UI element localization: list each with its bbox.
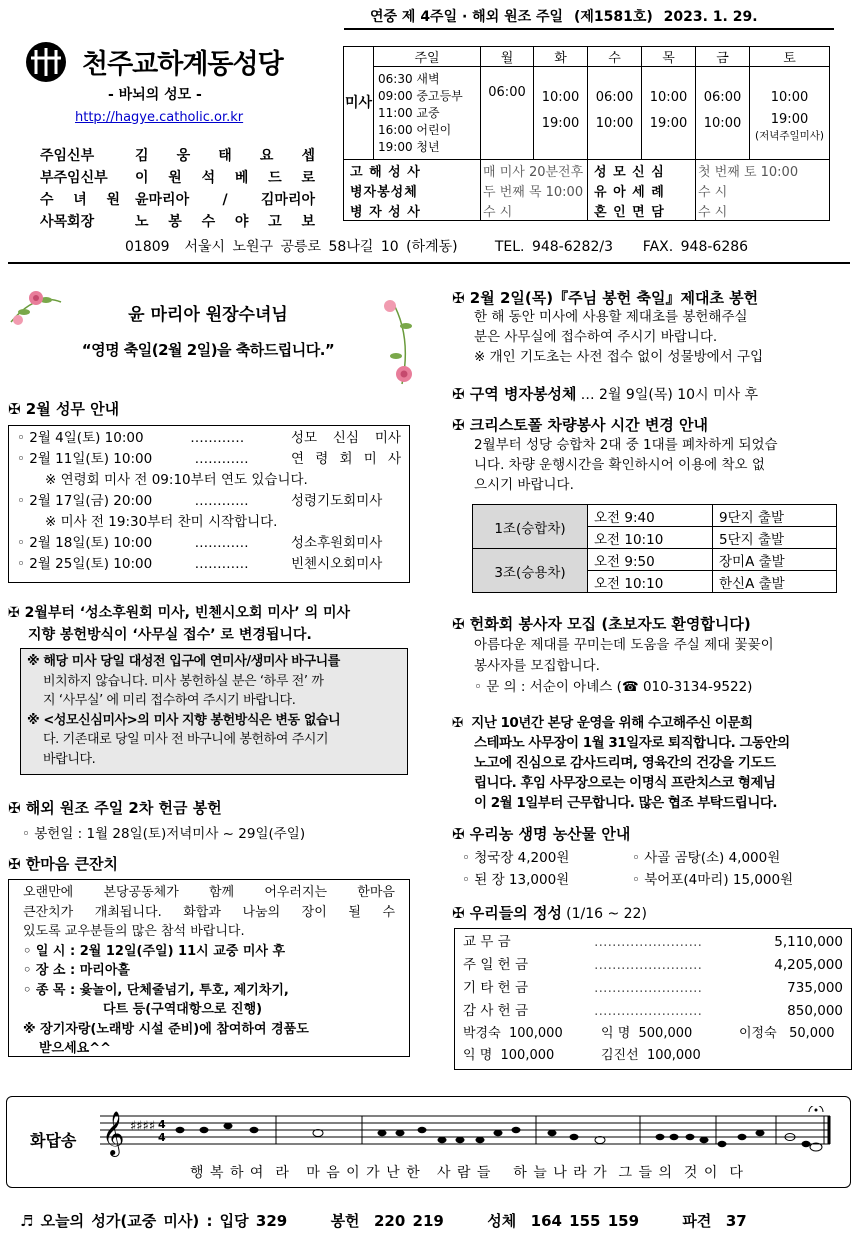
bus-line: 니다. 차량 운행시간을 확인하시어 이용에 착오 없	[474, 457, 765, 473]
donor-name: 익 명	[463, 1048, 493, 1063]
flower-line: 봉사자를 모집합니다.	[474, 658, 600, 674]
staff-role: 부주임신부	[40, 170, 108, 186]
sick-title: ✠ 구역 병자봉성체	[452, 385, 576, 403]
svg-text:♯♯♯♯: ♯♯♯♯	[130, 1119, 156, 1134]
staff-name: 노 봉 수 야 고 보	[135, 214, 315, 230]
retire-line: 노고에 진심으로 감사드리며, 영육간의 건강을 기도드	[474, 755, 776, 771]
schedule-row	[17, 554, 401, 575]
flower-line: ◦ 문 의 : 서순이 아녜스 (☎ 010-3134-9522)	[474, 679, 753, 695]
sunday-mass: 06:30 새벽	[378, 71, 440, 86]
donor-amount: 100,000	[646, 1048, 701, 1063]
candle-title: ✠ 2월 2일(목)『주님 봉헌 축일』제대초 봉헌	[452, 287, 758, 308]
staff-row	[40, 167, 315, 189]
schedule-event: 성모 신심 미사	[290, 430, 401, 446]
svg-text:𝄞: 𝄞	[102, 1111, 125, 1155]
offering-label: 주 일 헌 금	[463, 957, 529, 973]
staff-role: 사목회장	[40, 214, 95, 230]
offering-header	[452, 902, 647, 923]
staff-role: 수 녀 원	[40, 192, 120, 208]
bus-time: 오전 10:10	[588, 527, 713, 549]
donor	[463, 1023, 601, 1045]
bus-depart: 한신A 출발	[713, 571, 837, 593]
bus-car: 1조(승합차)	[473, 505, 588, 549]
candle-line: 한 해 동안 미사에 사용할 제대초를 봉헌해주실	[474, 309, 748, 325]
bus-schedule-table	[472, 504, 837, 593]
schedule-note: ※ 미사 전 19:30부터 찬미 시작합니다.	[45, 514, 278, 530]
sacrament-name: 혼 인 면 담	[588, 200, 696, 220]
bus-time: 오전 10:10	[588, 571, 713, 593]
schedule-event: 성령기도회미사	[290, 493, 383, 509]
zip-code: 01809	[125, 239, 170, 255]
offering-dots: ……………………	[594, 934, 702, 950]
phone: TEL. 948-6282/3	[494, 239, 613, 255]
farm-row	[462, 869, 852, 891]
donor-name: 김진선	[601, 1048, 639, 1063]
notice-line: 바랍니다.	[43, 751, 96, 767]
sacrament-time: 수 시	[481, 200, 588, 220]
staff-name: 이 원 석 베 드 로	[135, 170, 315, 186]
issue-season: 연중 제 4주일 · 해외 원조 주일	[370, 9, 564, 25]
donor-amount: 100,000	[500, 1048, 555, 1063]
retire-notice	[452, 713, 790, 813]
retire-line: ✠ 지난 10년간 본당 운영을 위해 수고해주신 이문희	[452, 715, 753, 731]
notice-line: 다. 기존대로 당일 미사 전 바구니에 봉헌하여 주시기	[43, 732, 329, 747]
retire-line: 스테파노 사무장이 1월 31일자로 퇴직합니다. 그동안의	[474, 735, 790, 751]
sacrament-time: 수 시	[696, 200, 830, 220]
farm-item: ◦ 북어포(4마리) 15,000원	[632, 872, 794, 888]
header-divider	[8, 262, 850, 264]
schedule-date: ◦ 2월 17일(금) 20:00	[17, 493, 153, 509]
church-logo-icon	[24, 40, 68, 84]
farm-item: ◦ 사골 곰탕(소) 4,000원	[632, 850, 781, 866]
notice-line: ※ <성모신심미사>의 미사 지향 봉헌방식은 변동 없습니	[27, 712, 341, 728]
offering-amount: 4,205,000	[774, 957, 843, 973]
offering-row	[463, 1000, 843, 1023]
staff-row	[40, 211, 315, 233]
feast-title: 윤 마리아 원장수녀님	[128, 305, 288, 325]
church-url-link[interactable]: http://hagye.catholic.or.kr	[75, 110, 244, 125]
bus-depart: 9단지 출발	[713, 505, 837, 527]
sacrament-name: 성 모 신 심	[588, 160, 696, 180]
staff-list	[40, 145, 315, 233]
schedule-date: ◦ 2월 18일(토) 10:00	[17, 535, 153, 551]
flower-title: ✠ 헌화회 봉사자 모집 (초보자도 환영합니다)	[452, 613, 751, 634]
sunday-mass: 16:00 어린이	[378, 122, 452, 137]
hymn-recessional-label: 파견	[682, 1212, 712, 1230]
fax: FAX. 948-6286	[642, 239, 749, 255]
farm-title: ✠ 우리농 생명 농산물 안내	[452, 823, 630, 844]
change-title-line: ✠ 2월부터 ‘성소후원회 미사, 빈첸시오회 미사’ 의 미사	[8, 605, 351, 621]
schedule-dots: …………	[190, 430, 245, 446]
schedule-event: 연 령 회 미 사	[290, 451, 401, 467]
hymn-communion-label: 성체	[487, 1212, 517, 1230]
sacrament-time: 매 미사 20분전후	[481, 160, 588, 180]
offering-amount: 735,000	[787, 980, 843, 996]
bus-line: 으시기 바랍니다.	[474, 477, 574, 493]
sunday-mass: 19:00 청년	[378, 139, 440, 154]
street-address: 서울시 노원구 공릉로 58나길 10 (하계동)	[184, 239, 458, 255]
schedule-note: ※ 연령회 미사 전 09:10부터 연도 있습니다.	[45, 472, 308, 488]
donor-amount: 50,000	[789, 1026, 835, 1041]
day-header: 목	[642, 47, 696, 67]
donor	[601, 1045, 701, 1067]
schedule-date: ◦ 2월 4일(토) 10:00	[17, 430, 144, 446]
mass-time: 10:00	[541, 90, 580, 106]
saturday-masses	[750, 67, 830, 160]
festival-line: ◦ 장 소 : 마리아홀	[23, 963, 130, 978]
svg-text:4: 4	[158, 1118, 166, 1131]
festival-line: ◦ 종 목 : 윷놀이, 단체줄넘기, 투호, 제기차기,	[23, 982, 289, 998]
donor-name: 익 명	[601, 1026, 631, 1041]
bus-time: 오전 9:40	[588, 505, 713, 527]
farm-list	[462, 847, 852, 891]
schedule-dots: …………	[194, 451, 249, 467]
hymn-label: ♬ 오늘의 성가(교중 미사) : 입당	[20, 1212, 249, 1230]
schedule-event: 성소후원회미사	[290, 535, 383, 551]
bus-line: 2월부터 성당 승합차 2대 중 1대를 폐차하게 되었습	[474, 437, 778, 453]
issue-date: 2023. 1. 29.	[663, 9, 758, 25]
music-staff-icon	[100, 1106, 840, 1162]
schedule-date: ◦ 2월 11일(토) 10:00	[17, 451, 153, 467]
hymn-communion: 164 155 159	[530, 1212, 640, 1230]
offering-change-title	[8, 602, 418, 646]
schedule-event: 빈첸시오회미사	[290, 556, 383, 572]
schedule-row	[17, 533, 401, 554]
hymn-offertory: 220 219	[374, 1212, 444, 1230]
offering-label: 기 타 헌 금	[463, 980, 529, 996]
sacrament-time: 두 번째 목 10:00	[481, 180, 588, 200]
mass-time: 19:00	[649, 116, 688, 132]
sacrament-name: 병 자 성 사	[344, 200, 481, 220]
hymn-offertory-label: 봉헌	[330, 1212, 360, 1230]
bus-depart: 5단지 출발	[713, 527, 837, 549]
feast-message: “영명 축일(2월 2일)을 축하드립니다.”	[81, 341, 335, 359]
column-gap	[430, 280, 431, 1080]
flower-line: 아름다운 제대를 꾸미는데 도움을 주실 제대 꽃꽂이	[474, 637, 774, 653]
change-title-text: 2월부터 ‘성소후원회 미사, 빈첸시오회 미사’ 의 미사	[24, 605, 351, 621]
mass-time: 19:00	[770, 112, 809, 128]
mass-schedule-table	[343, 46, 830, 221]
tuesday-masses	[534, 67, 588, 160]
issue-line	[370, 6, 764, 26]
donor-amount: 500,000	[638, 1026, 693, 1041]
donor	[739, 1023, 835, 1045]
donor-amount: 100,000	[508, 1026, 563, 1041]
retire-line: 이 2월 1일부터 근무합니다. 많은 협조 부탁드립니다.	[474, 795, 778, 811]
psalm-label: 화답송	[30, 1131, 77, 1150]
festival-title: ✠ 한마음 큰잔치	[8, 853, 118, 874]
sacrament-name: 유 아 세 례	[588, 180, 696, 200]
offering-row	[463, 954, 843, 977]
mass-time: 10:00	[770, 90, 809, 106]
schedule-row	[17, 449, 401, 470]
staff-row	[40, 189, 315, 211]
mass-label	[344, 47, 374, 160]
staff-role: 주임신부	[40, 148, 95, 164]
schedule-dots: …………	[194, 535, 249, 551]
hymns-line	[20, 1210, 747, 1231]
festival-line: 다트 등(구역대항으로 진행)	[103, 1002, 263, 1017]
day-header: 토	[750, 47, 830, 67]
offering-label: 교 무 금	[463, 934, 511, 950]
feast-banner	[28, 300, 388, 360]
staff-row	[40, 145, 315, 167]
bus-title: ✠ 크리스토폴 차량봉사 시간 변경 안내	[452, 414, 708, 435]
mass-time: 10:00	[595, 116, 634, 132]
farm-item: ◦ 청국장 4,200원	[462, 850, 570, 866]
festival-line: 받으세요^^	[39, 1041, 112, 1056]
bus-depart: 장미A 출발	[713, 549, 837, 571]
festival-line: ※ 장기자랑(노래방 시설 준비)에 참여하여 경품도	[23, 1021, 309, 1037]
saturday-note: (저녁주일미사)	[754, 130, 825, 143]
bus-car: 3조(승용차)	[473, 549, 588, 593]
festival-box	[8, 879, 410, 1057]
flower-body	[474, 635, 852, 698]
aid-title: ✠ 해외 원조 주일 2차 헌금 봉헌	[8, 797, 222, 818]
day-header: 수	[588, 47, 642, 67]
mass-time: 06:00	[595, 90, 634, 106]
aid-text: ◦ 봉헌일 : 1월 28일(토)저녁미사 ~ 29일(주일)	[22, 826, 306, 842]
offering-dots: ……………………	[594, 957, 702, 973]
sacrament-name: 고 해 성 사	[344, 160, 481, 180]
church-name: 천주교하계동성당	[82, 49, 283, 80]
schedule-dots: …………	[194, 493, 249, 509]
festival-line: ◦ 일 시 : 2월 12일(주일) 11시 교중 미사 후	[23, 943, 286, 959]
donor-row	[463, 1045, 843, 1067]
schedule-date: ◦ 2월 25일(토) 10:00	[17, 556, 153, 572]
church-address	[125, 236, 748, 256]
church-subtitle: - 바뇌의 성모 -	[108, 87, 202, 103]
notice-line: ※ 해당 미사 당일 대성전 입구에 연미사/생미사 바구니를	[27, 654, 340, 669]
retire-line: 립니다. 후임 사무장으로는 이명식 프란치스코 형제님	[474, 775, 776, 791]
monday-mass: 06:00	[481, 67, 534, 160]
day-header: 월	[481, 47, 534, 67]
offering-box	[454, 928, 852, 1070]
hymn-recessional: 37	[725, 1212, 747, 1230]
retire-text: 지난 10년간 본당 운영을 위해 수고해주신 이문희	[471, 715, 753, 731]
mass-time: 06:00	[703, 90, 742, 106]
change-notice-box	[20, 648, 408, 775]
bus-body	[474, 435, 852, 495]
farm-row	[462, 847, 852, 869]
hymn-entrance: 329	[255, 1212, 288, 1230]
mass-time: 10:00	[703, 116, 742, 132]
candle-body	[474, 307, 763, 367]
feb-schedule-title: ✠ 2월 성무 안내	[8, 398, 119, 419]
festival-line: 큰잔치가 개최됩니다. 화합과 나눔의 장이 될 수	[23, 904, 395, 920]
donor-name: 박경숙	[463, 1026, 501, 1041]
sacrament-name: 병자봉성체	[344, 180, 481, 200]
schedule-row	[17, 428, 401, 449]
offering-label: 감 사 헌 금	[463, 1003, 529, 1019]
donor-name: 이정숙	[739, 1026, 777, 1041]
sunday-mass: 09:00 중고등부	[378, 88, 463, 103]
donor	[601, 1023, 739, 1045]
staff-name: 윤마리아 / 김마리아	[135, 192, 315, 208]
festival-line: 오랜만에 본당공동체가 함께 어우러지는 한마음	[23, 885, 395, 900]
candle-line: ※ 개인 기도초는 사전 접수 없이 성물방에서 구입	[474, 349, 764, 365]
schedule-dots: …………	[194, 556, 249, 572]
festival-line: 있도록 교우분들의 많은 참석 바랍니다.	[23, 924, 245, 939]
header-rule	[344, 28, 834, 30]
issue-number: (제1581호)	[573, 9, 653, 25]
day-header: 화	[534, 47, 588, 67]
donor	[463, 1045, 601, 1067]
staff-name: 김 웅 태 요 셉	[135, 148, 315, 164]
notice-line: 지 ‘사무실’ 에 미리 접수하여 주시기 바랍니다.	[43, 693, 296, 708]
psalm-lyrics: 행 복 하 여 라 마 음 이 가 난 한 사 람 들 하 늘 나 라 가 그 들 의 것 이 다	[190, 1165, 744, 1181]
offering-period: (1/16 ~ 22)	[566, 906, 647, 922]
offering-row	[463, 931, 843, 954]
feb-schedule-box	[8, 425, 410, 583]
mass-time: 10:00	[649, 90, 688, 106]
offering-dots: ……………………	[594, 1003, 702, 1019]
friday-masses	[696, 67, 750, 160]
sick-text: … 2월 9일(목) 10시 미사 후	[580, 387, 759, 403]
candle-line: 분은 사무실에 접수하여 주시기 바랍니다.	[474, 329, 718, 345]
offering-dots: ……………………	[594, 980, 702, 996]
sick-communion	[452, 383, 758, 404]
sacrament-time: 첫 번째 토 10:00	[696, 160, 830, 180]
donor-row	[463, 1023, 843, 1045]
offering-amount: 850,000	[787, 1003, 843, 1019]
thursday-masses	[642, 67, 696, 160]
farm-item: ◦ 된 장 13,000원	[462, 872, 570, 888]
sunday-masses	[374, 67, 481, 160]
mass-label-text: 미사	[344, 95, 373, 112]
day-header: 금	[696, 47, 750, 67]
day-header: 주일	[374, 47, 481, 67]
sunday-mass: 11:00 교중	[378, 105, 440, 120]
offering-title: ✠ 우리들의 정성	[452, 904, 562, 922]
notice-line: 비치하지 않습니다. 미사 봉헌하실 분은 ‘하루 전’ 까	[43, 673, 324, 689]
schedule-row	[17, 491, 401, 512]
wednesday-masses	[588, 67, 642, 160]
sacrament-time: 수 시	[696, 180, 830, 200]
change-title-line: 지향 봉헌방식이 ‘사무실 접수’ 로 변경됩니다.	[28, 627, 312, 643]
mass-time: 19:00	[541, 116, 580, 132]
offering-amount: 5,110,000	[774, 934, 843, 950]
offering-row	[463, 977, 843, 1000]
bus-time: 오전 9:50	[588, 549, 713, 571]
svg-text:4: 4	[158, 1131, 166, 1144]
